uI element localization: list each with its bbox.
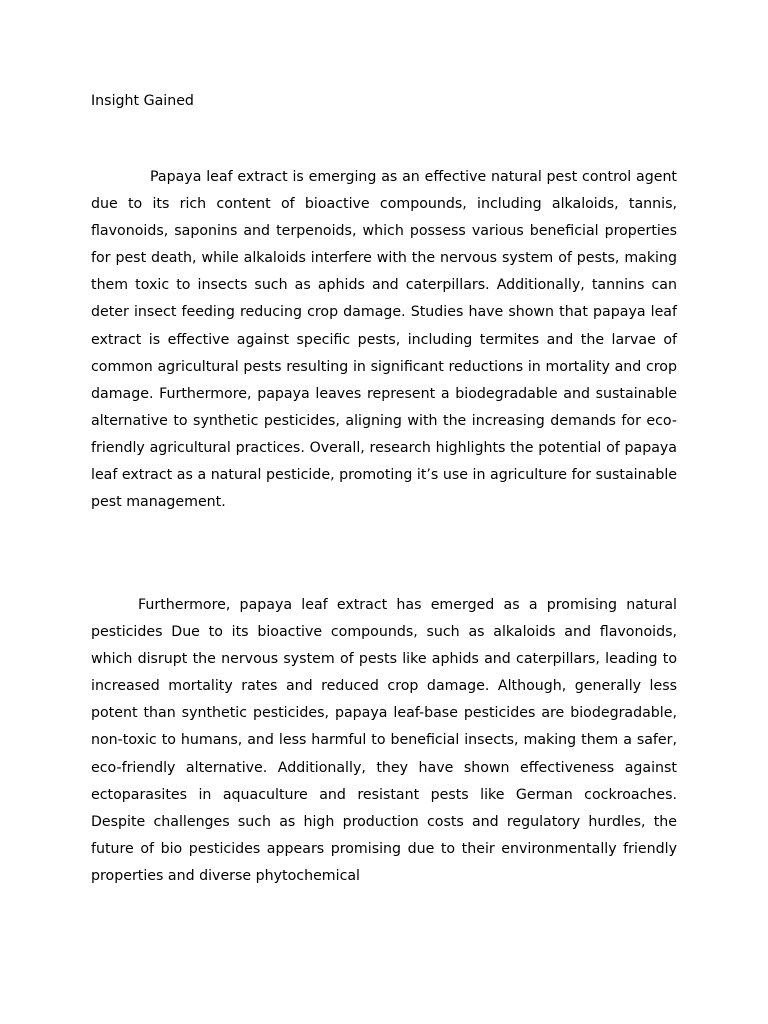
body-paragraph-2: Furthermore, papaya leaf extract has emerged as a promising natural pesticides Due to its bioactive compounds, such as alkaloids and flavonoids, which disrupt the nervous system of pests like aphids and caterpillars, leading to increased mortality rates and reduced crop damage. Although, generally less potent than synthetic pesticides, papaya leaf-base pesticides are biodegradable, non-toxic to humans, and less harmful to beneficial insects, making them a safer, eco-friendly alternative. Additionally, they have shown effectiveness against ectoparasites in aquaculture and resistant pests like German cockroaches. Despite challenges such as high production costs and regulatory hurdles, the future of bio pesticides appears promising due to their environmentally friendly properties and diverse phytochemical xyxy=(91,597,677,884)
section-heading: Insight Gained xyxy=(91,93,194,109)
body-paragraph-1: Papaya leaf extract is emerging as an effective natural pest control agent due to its rich content of bioactive compounds, including alkaloids, tannis, flavonoids, saponins and terpenoids, which possess various beneficial properties for pest death, while alkaloids interfere with the nervous system of pests, making them toxic to insects such as aphids and caterpillars. Additionally, tannins can deter insect feeding reducing crop damage. Studies have shown that papaya leaf extract is effective against specific pests, including termites and the larvae of common agricultural pests resulting in significant reductions in mortality and crop damage. Furthermore, papaya leaves represent a biodegradable and sustainable alternative to synthetic pesticides, aligning with the increasing demands for eco-friendly agricultural practices. Overall, research highlights the potential of papaya leaf extract as a natural pesticide, promoting it’s use in agriculture for sustainable pest management. xyxy=(91,169,677,511)
